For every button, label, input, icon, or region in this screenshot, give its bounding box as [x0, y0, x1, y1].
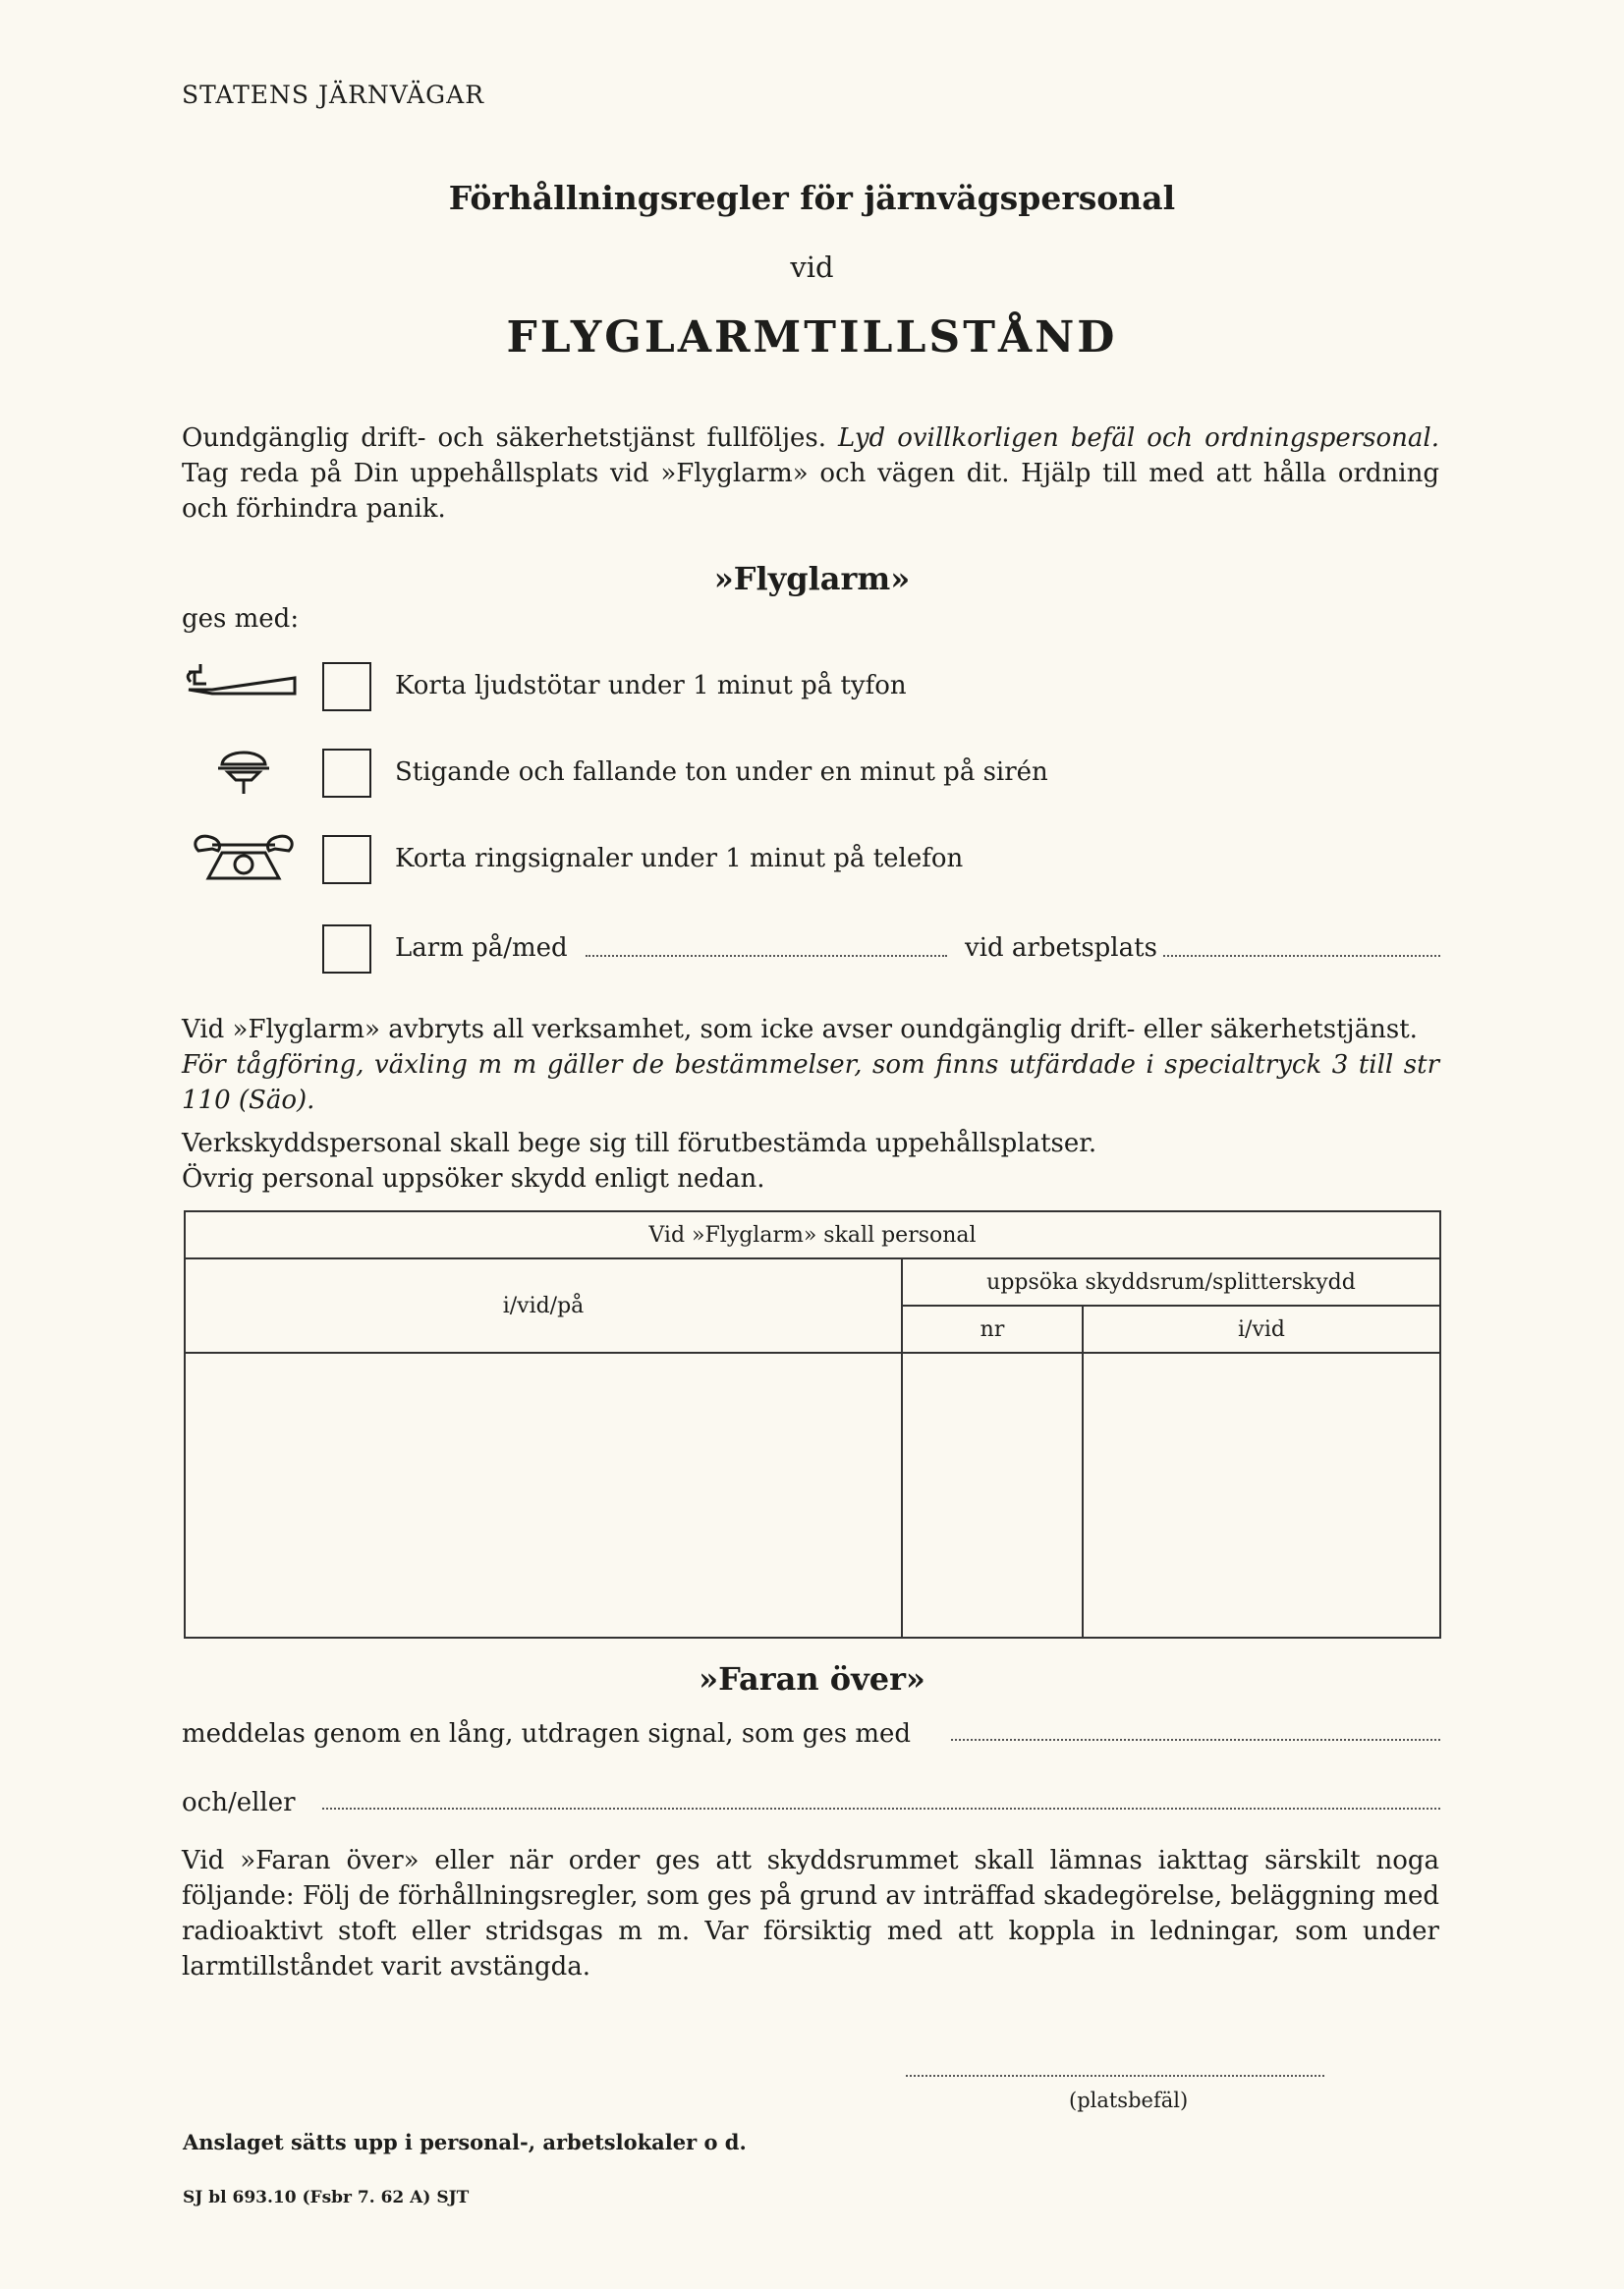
typhon-horn-icon: [185, 660, 301, 703]
other-alarm-field[interactable]: [586, 955, 947, 957]
faran-heading: »Faran över»: [699, 1660, 925, 1698]
intro-text-italic: Lyd ovillkorligen befäl och ordningspersonal.: [838, 423, 1439, 453]
flyglarm-heading: »Flyglarm»: [713, 560, 911, 597]
col-shelter-group-header: uppsöka skyddsrum/splitterskydd: [902, 1258, 1440, 1306]
rules-text-3: Övrig personal uppsöker skydd enligt nedan.: [182, 1164, 765, 1194]
title-line-1: Förhållningsregler för järnvägspersonal: [448, 179, 1176, 217]
workplace-field[interactable]: [1163, 955, 1440, 957]
rules-paragraph-1: [182, 1012, 1439, 1118]
other-alarm-label: Larm på/med: [395, 933, 568, 963]
organization-name: STATENS JÄRNVÄGAR: [182, 81, 485, 109]
col-nr-header: nr: [902, 1306, 1083, 1353]
intro-paragraph: [182, 420, 1439, 527]
option-siren-label: Stigande och fallande ton under en minut på sirén: [395, 757, 1048, 787]
col-location-header: i/vid/på: [185, 1258, 902, 1353]
ivid-cell[interactable]: [1083, 1353, 1440, 1638]
shelter-table-title: Vid »Flyglarm» skall personal: [185, 1211, 1440, 1258]
shelter-table: [184, 1210, 1441, 1639]
signature-label: (platsbefäl): [1069, 2089, 1189, 2112]
checkbox-telephone[interactable]: [322, 835, 371, 884]
col-ivid-header: i/vid: [1083, 1306, 1440, 1353]
nr-cell[interactable]: [902, 1353, 1083, 1638]
checkbox-other[interactable]: [322, 924, 371, 974]
rules-text-italic: För tågföring, växling m m gäller de bestämmelser, som finns utfärdade i specialtryck 3 till str 110 (Säo).: [182, 1050, 1439, 1115]
faran-or-field[interactable]: [322, 1808, 1440, 1810]
faran-paragraph: Vid »Faran över» eller när order ges att skyddsrummet skall lämnas iakttag särskilt noga följande: Följ de förhållningsregler, som ges på grund av inträffad skadegörelse, beläggning med radioaktivt stoft eller stridsgas m m. Var försiktig med att koppla in ledningar, som under larmtillståndet varit avstängda.: [182, 1846, 1439, 1982]
option-telephone-label: Korta ringsignaler under 1 minut på telefon: [395, 844, 964, 873]
checkbox-typhon[interactable]: [322, 662, 371, 711]
notice-text: Anslaget sätts upp i personal-, arbetslokaler o d.: [183, 2130, 747, 2154]
rules-text-2: Verkskyddspersonal skall bege sig till förutbestämda uppehållsplatser.: [182, 1129, 1097, 1158]
form-code: SJ bl 693.10 (Fsbr 7. 62 A) SJT: [183, 2188, 470, 2207]
option-typhon-label: Korta ljudstötar under 1 minut på tyfon: [395, 671, 907, 700]
workplace-label: vid arbetsplats: [965, 933, 1157, 963]
checkbox-siren[interactable]: [322, 749, 371, 798]
title-line-2: vid: [790, 251, 834, 284]
rules-paragraph-2: [182, 1126, 1439, 1197]
faran-signal-field[interactable]: [951, 1739, 1440, 1741]
location-cell[interactable]: [185, 1353, 902, 1638]
siren-icon: [214, 743, 273, 796]
given-by-label: ges med:: [182, 604, 300, 634]
telephone-icon: [189, 831, 299, 882]
intro-text-1: Oundgänglig drift- och säkerhetstjänst fullföljes.: [182, 423, 839, 453]
intro-text-2: Tag reda på Din uppehållsplats vid »Flyglarm» och vägen dit. Hjälp till med att hålla ordning och förhindra panik.: [182, 459, 1439, 524]
rules-text-1: Vid »Flyglarm» avbryts all verksamhet, som icke avser oundgänglig drift- eller säkerhetstjänst.: [182, 1015, 1418, 1044]
signature-field[interactable]: [906, 2075, 1324, 2077]
page-title: FLYGLARMTILLSTÅND: [506, 312, 1118, 363]
faran-signal-label: meddelas genom en lång, utdragen signal, som ges med: [182, 1719, 912, 1749]
faran-or-label: och/eller: [182, 1788, 296, 1817]
